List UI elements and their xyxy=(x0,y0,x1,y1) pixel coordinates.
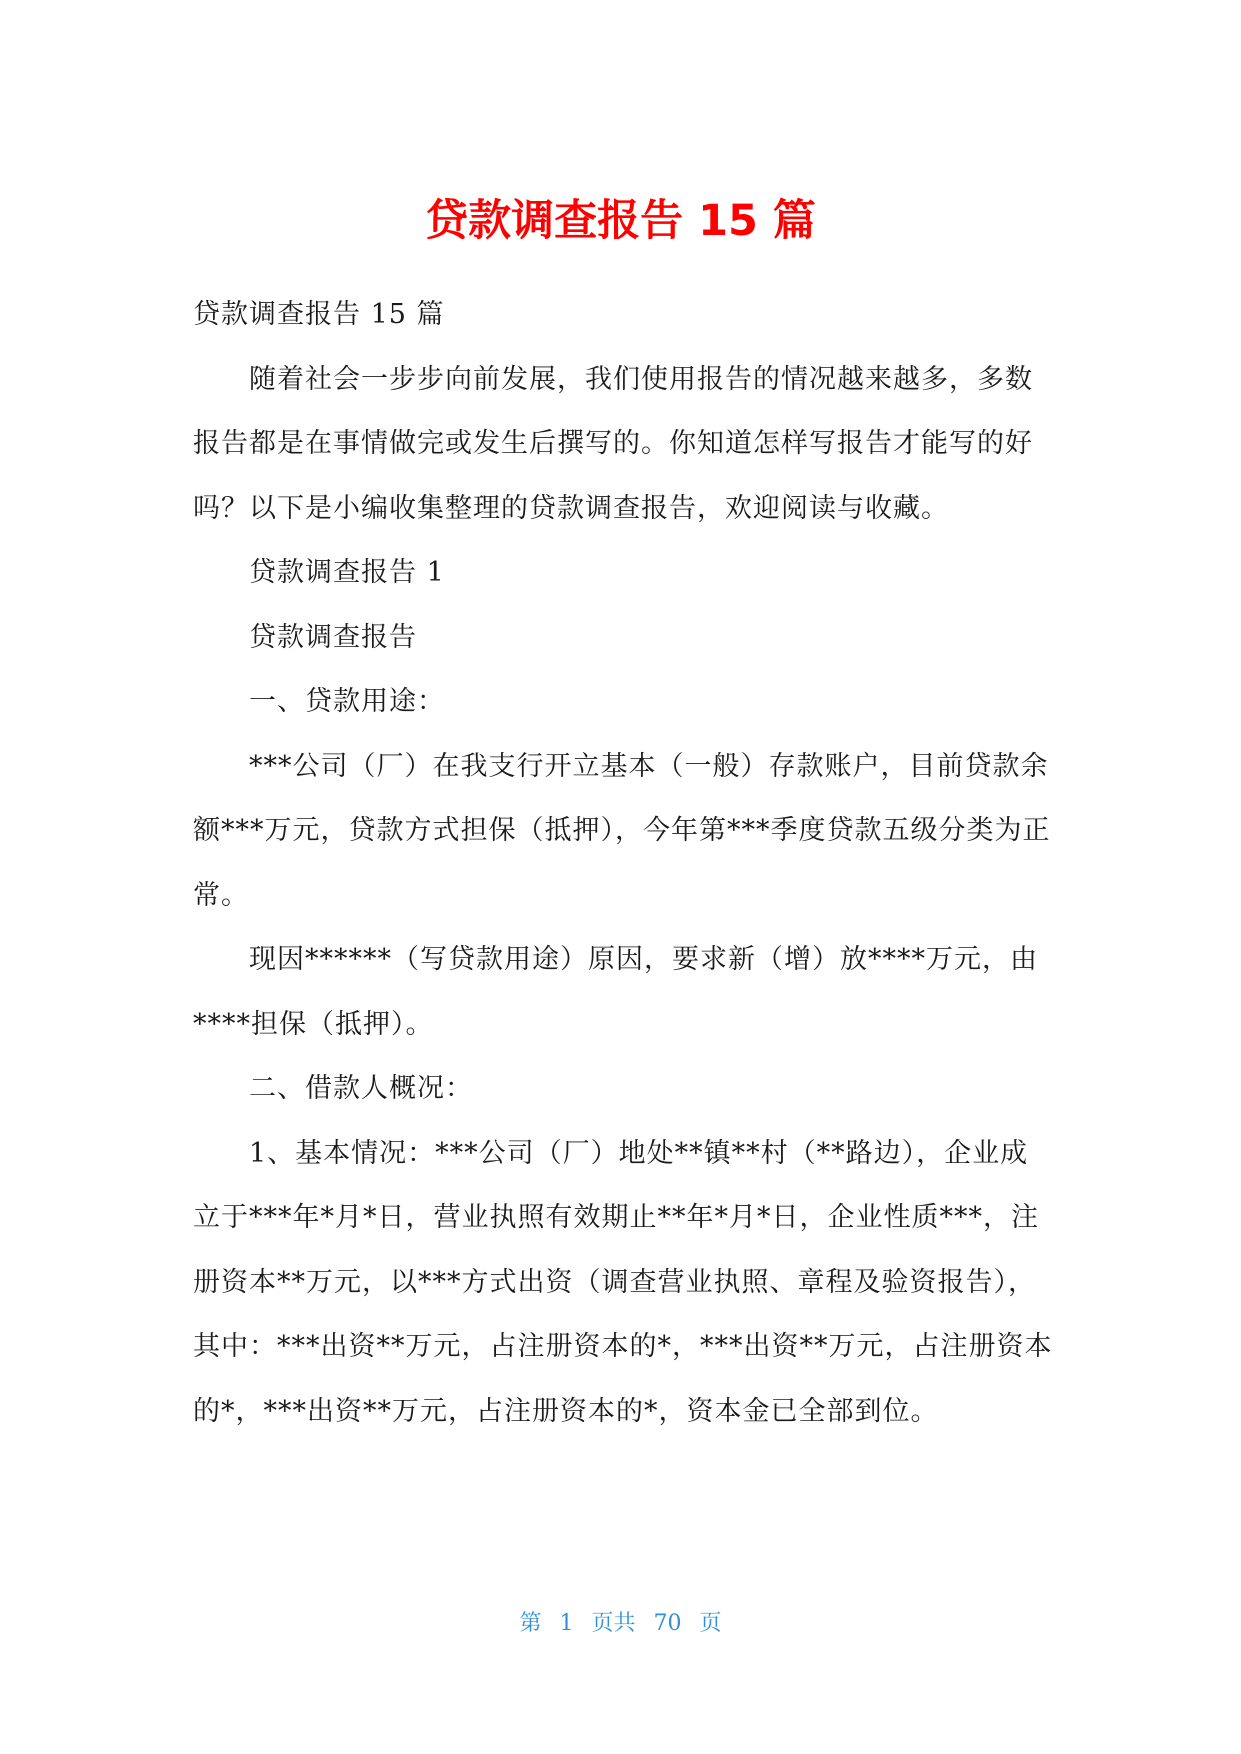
document-title: 贷款调查报告 15 篇 xyxy=(425,196,816,246)
footer-page-number: 1 xyxy=(559,1611,574,1636)
page-footer xyxy=(0,1610,1241,1638)
document-body xyxy=(193,283,1055,1444)
footer-page-label: 第 xyxy=(519,1611,542,1636)
footer-total-pages: 70 xyxy=(653,1611,682,1636)
paragraph-intro: 随着社会一步步向前发展，我们使用报告的情况越来越多，多数报告都是在事情做完或发生后撰写的。你知道怎样写报告才能写的好吗？以下是小编收集整理的贷款调查报告，欢迎阅读与收藏。 xyxy=(193,363,1033,524)
footer-total-label: 页共 xyxy=(591,1611,636,1636)
footer-page-suffix: 页 xyxy=(699,1611,722,1636)
paragraph-loan-request: 现因******（写贷款用途）原因，要求新（增）放****万元，由****担保（抵押）。 xyxy=(193,944,1038,1040)
paragraph-basic-info: 1、基本情况：***公司（厂）地处**镇**村（**路边），企业成立于***年*月*日，营业执照有效期止**年*月*日，企业性质***，注册资本**万元，以***方式出资（调查营业执照、章程及验资报告），其中：***出资**万元，占注册资本的*，***出资**万元，占注册资本的*，***出资**万元，占注册资本的*，资本金已全部到位。 xyxy=(193,1137,1053,1427)
paragraph-loan-purpose-heading: 一、贷款用途： xyxy=(249,686,445,717)
paragraph-report-title: 贷款调查报告 xyxy=(249,621,417,653)
paragraph-loan-account: ***公司（厂）在我支行开立基本（一般）存款账户，目前贷款余额***万元，贷款方式担保（抵押），今年第***季度贷款五级分类为正常。 xyxy=(193,750,1051,911)
paragraph-section-heading: 贷款调查报告 1 xyxy=(249,557,445,588)
paragraph-subtitle: 贷款调查报告 15 篇 xyxy=(193,299,445,330)
paragraph-borrower-heading: 二、借款人概况： xyxy=(249,1073,473,1104)
